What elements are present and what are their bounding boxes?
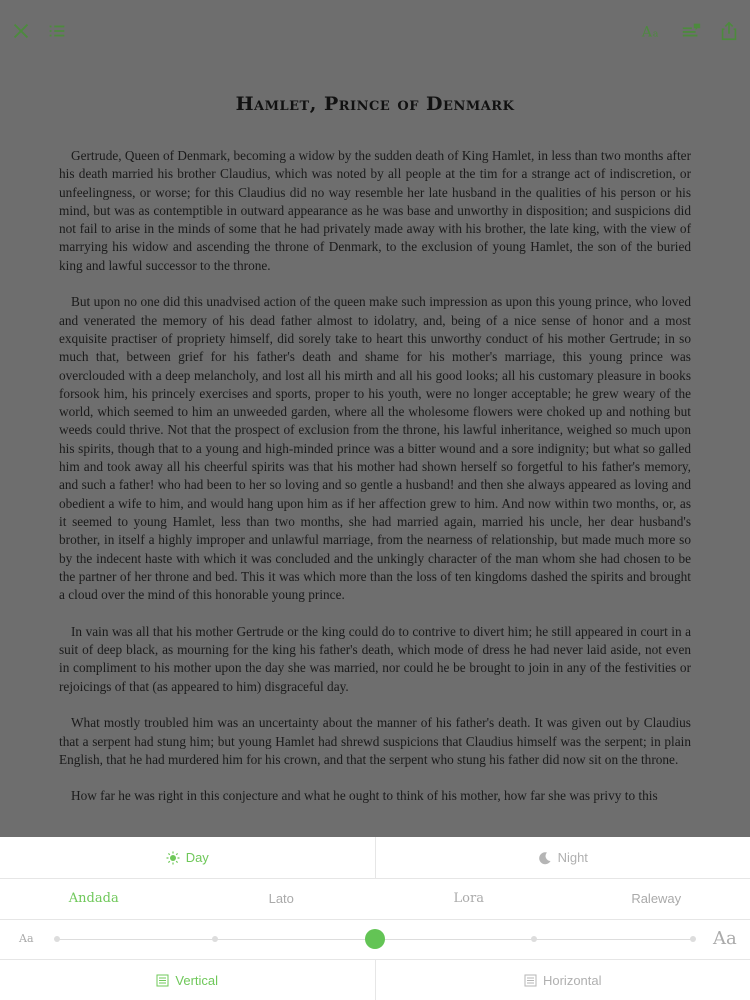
reading-settings-panel — [0, 837, 750, 1000]
font-size-row — [0, 919, 750, 960]
scroll-mode-row — [0, 960, 750, 1000]
moon-icon — [538, 851, 552, 865]
share-icon[interactable] — [716, 18, 742, 44]
night-label: Night — [557, 850, 588, 865]
font-size-step[interactable] — [690, 936, 696, 942]
font-size-slider-knob[interactable] — [365, 929, 385, 949]
paragraph: What mostly troubled him was an uncertainty about the manner of his father's death. It was given out by Claudius that a serpent had stung him; but young Hamlet had shrewd suspicions that Claudius himself was the serpent; in plain English, that he had murdered him for his crown, and that the serpent who stung his father did now sit on the throne. — [59, 715, 691, 767]
font-size-step[interactable] — [531, 936, 537, 942]
horizontal-scroll-button[interactable] — [375, 960, 750, 1000]
font-option-lato[interactable]: Lato — [268, 891, 294, 906]
notes-icon[interactable] — [678, 18, 704, 44]
close-icon[interactable] — [8, 18, 34, 44]
increase-font-label[interactable]: Aa — [713, 928, 737, 949]
svg-text:a: a — [652, 28, 659, 40]
book-text — [59, 147, 691, 824]
paragraph: But upon no one did this unadvised action of the queen make such impression as upon this young prince, who loved and venerated the memory of his dead father almost to idolatry, and, being of a nice sense of honor and a most exquisite practiser of propriety himself, did sorely take to heart this unworthy conduct of his mother Gertrude; in so much that, between grief for his father's death and shame for his mother's marriage, this young prince was overclouded with a deep melancholy, and lost all his mirth and all his good looks; all his customary pleasure in books forsook him, his princely exercises and sports, proper to his youth, were no longer acceptable; he grew weary of the world, which seemed to him an unweeded garden, where all the wholesome flowers were choked up and nothing but weeds could thrive. Not that the prospect of exclusion from the throne, his lawful inheritance, weighed so much upon his spirits, though that to a young and high-minded prince was a bitter wound and a sore indignity; but what so galled him and took away all his cheerful spirits was that his mother had shown herself so forgetful to his father's memory, and such a father! who had been to her so loving and so gentle a husband! and then she always appeared as loving and obedient a wife to him, and would hang upon him as if her affection grew to him. And now within two months, or, as it seemed to young Hamlet, less than two months, she had married again, married his uncle, her dear husband's brother, in itself a highly improper and unlawful marriage, from the nearness of relationship, but made much more so by the indecent haste with which it was concluded and the unkingly character of the man whom she had chosen to be the partner of her throne and bed. This it was which more than the loss of ten kingdoms dashed the spirits and brought a cloud over the mind of this honorable young prince. — [59, 294, 691, 603]
paragraph: How far he was right in this conjecture and what he ought to think of his mother, how far she was privy to this — [71, 788, 658, 804]
day-theme-button[interactable] — [0, 837, 375, 878]
book-title: Hamlet, Prince of Denmark — [235, 93, 515, 115]
font-row — [0, 878, 750, 920]
svg-text:A: A — [641, 24, 652, 41]
font-size-step[interactable] — [212, 936, 218, 942]
sun-icon — [166, 851, 180, 865]
vertical-label: Vertical — [175, 972, 219, 988]
font-option-lora[interactable]: Lora — [453, 891, 484, 906]
vertical-scroll-button[interactable] — [0, 960, 375, 1000]
list-icon[interactable] — [44, 18, 70, 44]
font-size-icon[interactable] — [638, 18, 666, 44]
day-label: Day — [185, 850, 209, 865]
paragraph: Gertrude, Queen of Denmark, becoming a widow by the sudden death of King Hamlet, in less than two months after his death married his brother Claudius, which was noted by all people at the tim for a strange act of indiscretion, or unfeelingness, or worse; for this Claudius did no way resemble her late husband in the qualities of his person or his mind, but was as contemptible in outward appearance as he was base and unworthy in disposition; and suspicions did not fail to arise in the minds of some that he had privately made away with his brother, the late king, with the view of marrying his widow and ascending the throne of Denmark, to the exclusion of young Hamlet, the son of the buried king and lawful successor to the throne. — [59, 148, 691, 273]
top-toolbar — [0, 0, 750, 60]
decrease-font-label[interactable]: Aa — [19, 932, 34, 945]
vertical-layout-icon — [156, 974, 169, 987]
font-size-step[interactable] — [54, 936, 60, 942]
font-option-andada[interactable]: Andada — [68, 891, 119, 906]
horizontal-label: Horizontal — [542, 972, 602, 988]
font-option-raleway[interactable]: Raleway — [631, 891, 682, 906]
horizontal-layout-icon — [524, 974, 537, 987]
paragraph: In vain was all that his mother Gertrude or the king could do to contrive to divert him; he still appeared in court in a suit of deep black, as mourning for the king his father's death, which mode of dress he had never laid aside, not even in compliment to his mother upon the day she was married, nor could he be brought to join in any of the festivities or rejoicings of that (as appeared to him) disgraceful day. — [59, 623, 691, 694]
night-theme-button[interactable] — [375, 837, 750, 878]
theme-row — [0, 837, 750, 879]
